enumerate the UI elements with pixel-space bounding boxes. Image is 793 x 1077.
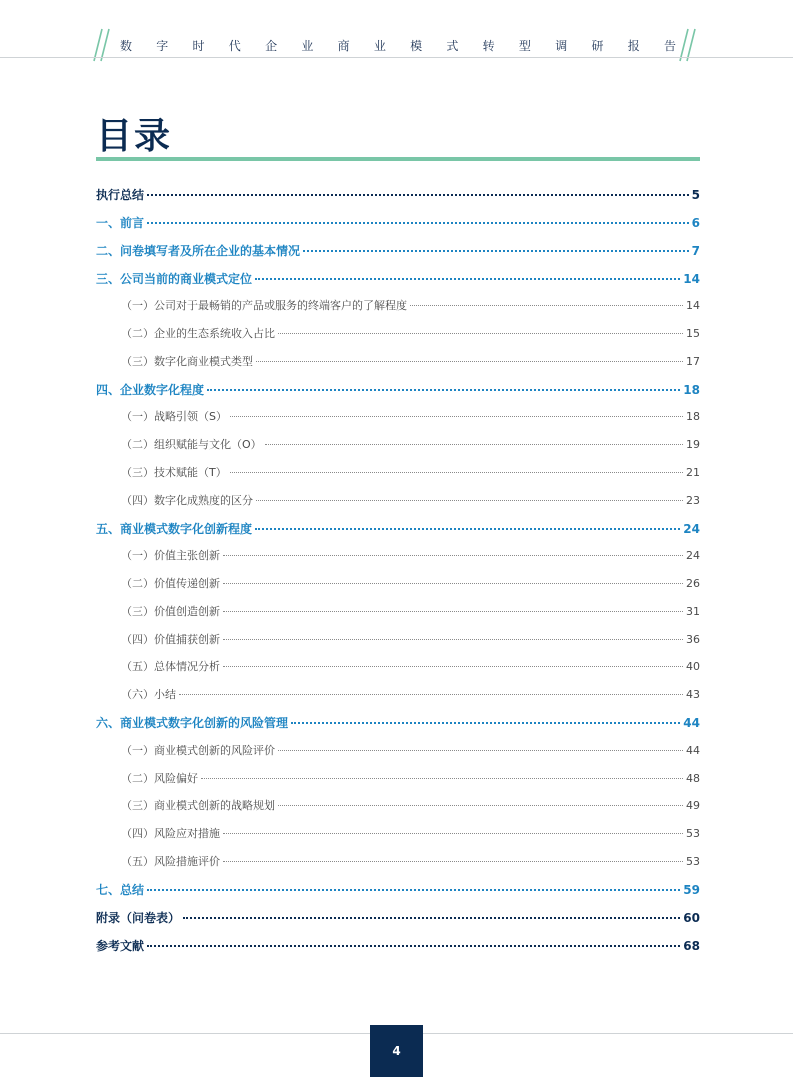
toc-dot-leader — [291, 722, 680, 724]
toc-section-link[interactable] — [96, 658, 700, 678]
toc-dot-leader — [255, 528, 680, 530]
report-title-char: 代 — [228, 39, 241, 53]
toc-section-link[interactable] — [96, 353, 700, 373]
toc-entry-page: 19 — [686, 438, 700, 451]
toc-entry-label: 一、前言 — [96, 216, 145, 230]
toc-entry-page: 36 — [686, 633, 700, 646]
toc-dot-leader — [255, 278, 680, 280]
toc-entry-label: 执行总结 — [96, 188, 145, 202]
toc-section-link[interactable] — [96, 436, 700, 456]
toc-section-link[interactable] — [96, 770, 700, 790]
report-title-char: 调 — [555, 39, 568, 53]
page-title: 目录 — [96, 116, 173, 157]
report-title-char: 研 — [591, 39, 604, 53]
report-title-char: 模 — [410, 39, 423, 53]
report-title-char: 企 — [265, 39, 278, 53]
report-title-char: 业 — [373, 39, 386, 53]
toc-entry-label: 七、总结 — [96, 883, 145, 897]
toc-dot-leader — [303, 250, 689, 252]
toc-section-link[interactable] — [96, 547, 700, 567]
toc-entry-label: 五、商业模式数字化创新程度 — [96, 522, 253, 536]
toc-section-link[interactable] — [96, 408, 700, 428]
toc-entry-label: （五）风险措施评价 — [121, 855, 220, 868]
toc-dot-leader — [179, 694, 683, 695]
toc-entry-page: 15 — [686, 327, 700, 340]
toc-dot-leader — [147, 194, 689, 196]
toc-entry-page: 44 — [683, 716, 700, 730]
toc-dot-leader — [183, 917, 680, 919]
toc-entry-page: 14 — [683, 272, 700, 286]
toc-entry-page: 6 — [691, 216, 700, 230]
toc-entry-page: 18 — [683, 383, 700, 397]
toc-dot-leader — [207, 389, 680, 391]
toc-dot-leader — [147, 945, 680, 947]
toc-dot-leader — [278, 805, 683, 806]
toc-dot-leader — [265, 444, 683, 445]
toc-entry-page: 5 — [691, 188, 700, 202]
toc-entry-label: （四）价值捕获创新 — [121, 633, 220, 646]
toc-dot-leader — [410, 305, 683, 306]
toc-dot-leader — [230, 416, 683, 417]
toc-entry-label: （五）总体情况分析 — [121, 660, 220, 673]
toc-entry-page: 24 — [683, 522, 700, 536]
toc-dot-leader — [230, 472, 683, 473]
toc-entry-page: 60 — [683, 911, 700, 925]
toc-entry-page: 26 — [686, 577, 700, 590]
toc-dot-leader — [223, 555, 683, 556]
toc-chapter-link[interactable] — [96, 714, 700, 734]
toc-chapter-link[interactable] — [96, 937, 700, 957]
toc-chapter-link[interactable] — [96, 909, 700, 929]
toc-chapter-link[interactable] — [96, 881, 700, 901]
report-title-char: 式 — [446, 39, 459, 53]
toc-entry-page: 21 — [686, 466, 700, 479]
report-title — [120, 37, 676, 54]
toc-entry-page: 43 — [686, 688, 700, 701]
toc-entry-page: 68 — [683, 939, 700, 953]
report-title-char: 告 — [663, 39, 676, 53]
toc-entry-label: （二）价值传递创新 — [121, 577, 220, 590]
toc-entry-page: 49 — [686, 799, 700, 812]
toc-entry-page: 53 — [686, 855, 700, 868]
toc-entry-label: （六）小结 — [121, 688, 176, 701]
toc-entry-label: （三）技术赋能（T） — [121, 466, 227, 479]
toc-section-link[interactable] — [96, 686, 700, 706]
toc-dot-leader — [147, 222, 689, 224]
toc-dot-leader — [256, 361, 683, 362]
toc-section-link[interactable] — [96, 853, 700, 873]
toc-entry-page: 48 — [686, 772, 700, 785]
report-title-char: 报 — [627, 39, 640, 53]
toc-dot-leader — [223, 666, 683, 667]
toc-entry-page: 7 — [691, 244, 700, 258]
toc-dot-leader — [278, 333, 683, 334]
toc-entry-label: （一）商业模式创新的风险评价 — [121, 744, 275, 757]
toc-entry-label: （四）数字化成熟度的区分 — [121, 494, 253, 507]
toc-dot-leader — [223, 611, 683, 612]
toc-entry-label: 三、公司当前的商业模式定位 — [96, 272, 253, 286]
toc-entry-page: 44 — [686, 744, 700, 757]
toc-section-link[interactable] — [96, 297, 700, 317]
toc-chapter-link[interactable] — [96, 270, 700, 290]
toc-entry-page: 23 — [686, 494, 700, 507]
toc-entry-label: （一）战略引领（S） — [121, 410, 227, 423]
toc-dot-leader — [223, 861, 683, 862]
toc-entry-page: 59 — [683, 883, 700, 897]
header-divider — [0, 57, 793, 58]
toc-chapter-link[interactable] — [96, 186, 700, 206]
toc-entry-page: 40 — [686, 660, 700, 673]
toc-entry-label: （二）风险偏好 — [121, 772, 198, 785]
page-header — [0, 0, 793, 58]
toc-entry-label: （二）企业的生态系统收入占比 — [121, 327, 275, 340]
toc-entry-label: （一）价值主张创新 — [121, 549, 220, 562]
toc-entry-label: 附录（问卷表） — [96, 911, 181, 925]
toc-entry-label: （三）商业模式创新的战略规划 — [121, 799, 275, 812]
toc-section-link[interactable] — [96, 797, 700, 817]
toc-dot-leader — [147, 889, 680, 891]
report-title-char: 数 — [120, 39, 133, 53]
toc-dot-leader — [256, 500, 683, 501]
toc-dot-leader — [278, 750, 683, 751]
toc-entry-page: 24 — [686, 549, 700, 562]
toc-entry-page: 17 — [686, 355, 700, 368]
toc-entry-label: （二）组织赋能与文化（O） — [121, 438, 262, 451]
toc-dot-leader — [223, 583, 683, 584]
toc-chapter-link[interactable] — [96, 242, 700, 262]
toc-section-link[interactable] — [96, 631, 700, 651]
report-title-char: 商 — [337, 39, 350, 53]
toc-entry-label: 参考文献 — [96, 939, 145, 953]
report-title-char: 字 — [156, 39, 169, 53]
toc-entry-label: 四、企业数字化程度 — [96, 383, 205, 397]
toc-entry-label: 二、问卷填写者及所在企业的基本情况 — [96, 244, 301, 258]
report-title-char: 时 — [192, 39, 205, 53]
report-title-char: 型 — [518, 39, 531, 53]
toc-entry-label: 六、商业模式数字化创新的风险管理 — [96, 716, 289, 730]
toc-entry-page: 31 — [686, 605, 700, 618]
toc-entry-label: （三）价值创造创新 — [121, 605, 220, 618]
toc-section-link[interactable] — [96, 742, 700, 762]
toc-section-link[interactable] — [96, 575, 700, 595]
toc-dot-leader — [201, 778, 683, 779]
page-number: 4 — [392, 1044, 401, 1058]
title-underline — [96, 157, 700, 161]
toc-section-link[interactable] — [96, 825, 700, 845]
toc-entry-page: 14 — [686, 299, 700, 312]
report-title-char: 业 — [301, 39, 314, 53]
toc-section-link[interactable] — [96, 492, 700, 512]
toc-chapter-link[interactable] — [96, 214, 700, 234]
toc-entry-label: （四）风险应对措施 — [121, 827, 220, 840]
toc-entry-label: （一）公司对于最畅销的产品或服务的终端客户的了解程度 — [121, 299, 407, 312]
toc-section-link[interactable] — [96, 603, 700, 623]
toc-entry-page: 53 — [686, 827, 700, 840]
toc-section-link[interactable] — [96, 464, 700, 484]
toc-entry-page: 18 — [686, 410, 700, 423]
report-title-char: 转 — [482, 39, 495, 53]
toc-section-link[interactable] — [96, 325, 700, 345]
toc-chapter-link[interactable] — [96, 381, 700, 401]
toc-dot-leader — [223, 833, 683, 834]
toc-dot-leader — [223, 639, 683, 640]
toc-entry-label: （三）数字化商业模式类型 — [121, 355, 253, 368]
page-number-badge — [370, 1025, 423, 1077]
toc-chapter-link[interactable] — [96, 520, 700, 540]
